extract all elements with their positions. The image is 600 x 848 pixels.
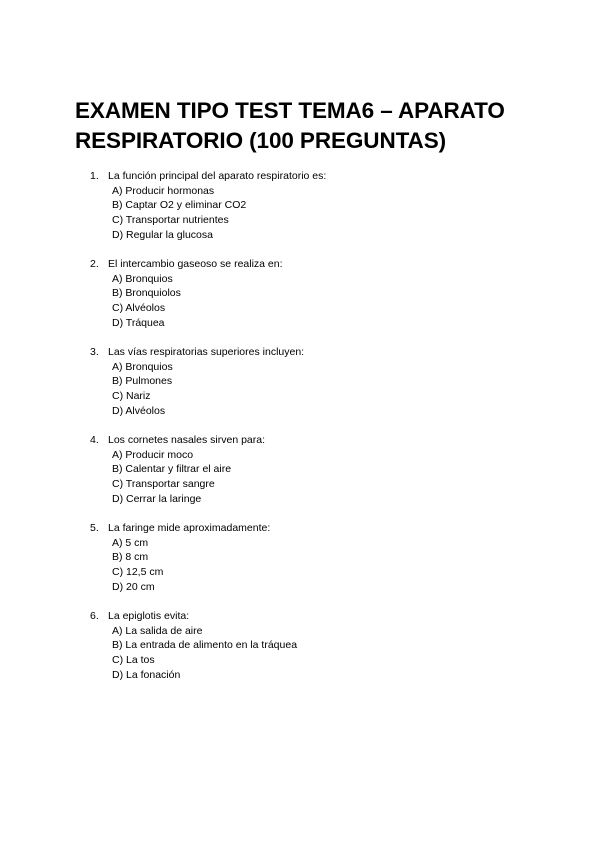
question-stem [90,521,570,536]
question-number: 2. [90,258,99,270]
option-a: A) Bronquios [112,360,173,373]
option-b: B) Bronquiolos [112,287,181,300]
question-text: Los cornetes nasales sirven para: [108,434,266,446]
question-text: Las vías respiratorias superiores incluyen: [108,346,305,358]
question-number: 3. [90,346,99,358]
question-text: La epiglotis evita: [108,610,190,622]
option-b: B) Captar O2 y eliminar CO2 [112,199,247,212]
question-number: 4. [90,434,99,446]
option-b: B) Pulmones [112,375,173,388]
option-a: A) 5 cm [112,536,149,549]
option-c: C) 12,5 cm [112,566,164,579]
option-list [90,448,570,507]
question-item [90,345,570,433]
option-list [90,360,570,419]
option-d: D) Regular la glucosa [112,228,213,241]
option-list [90,184,570,243]
page-title: EXAMEN TIPO TEST TEMA6 – APARATO RESPIRATORIO (100 PREGUNTAS) [75,98,505,153]
question-item [90,521,570,609]
question-text: La faringe mide aproximadamente: [108,522,271,534]
option-a: A) La salida de aire [112,624,203,637]
option-c: C) Transportar nutrientes [112,214,229,227]
question-number: 5. [90,522,99,534]
option-c: C) Nariz [112,390,151,403]
option-a: A) Producir hormonas [112,184,215,197]
question-stem [90,257,570,272]
question-stem [90,345,570,360]
option-a: A) Producir moco [112,448,194,461]
option-b: B) La entrada de alimento en la tráquea [112,639,298,652]
option-b: B) 8 cm [112,551,149,564]
question-number: 1. [90,170,99,182]
question-text: El intercambio gaseoso se realiza en: [108,258,283,270]
option-c: C) Transportar sangre [112,478,215,491]
option-c: C) Alvéolos [112,302,166,315]
question-item [90,169,570,257]
option-d: D) 20 cm [112,580,155,593]
option-d: D) Tráquea [112,316,165,329]
option-a: A) Bronquios [112,272,173,285]
question-text: La función principal del aparato respiratorio es: [108,170,327,182]
question-stem [90,609,570,624]
question-item [90,257,570,345]
question-item [90,433,570,521]
option-list [90,272,570,331]
option-d: D) La fonación [112,668,181,681]
question-list [90,169,570,697]
option-b: B) Calentar y filtrar el aire [112,463,232,476]
question-number: 6. [90,610,99,622]
question-stem [90,433,570,448]
option-d: D) Alvéolos [112,404,166,417]
question-stem [90,169,570,184]
option-d: D) Cerrar la laringe [112,492,202,505]
question-item [90,609,570,697]
option-list [90,624,570,683]
option-list [90,536,570,595]
option-c: C) La tos [112,654,155,667]
